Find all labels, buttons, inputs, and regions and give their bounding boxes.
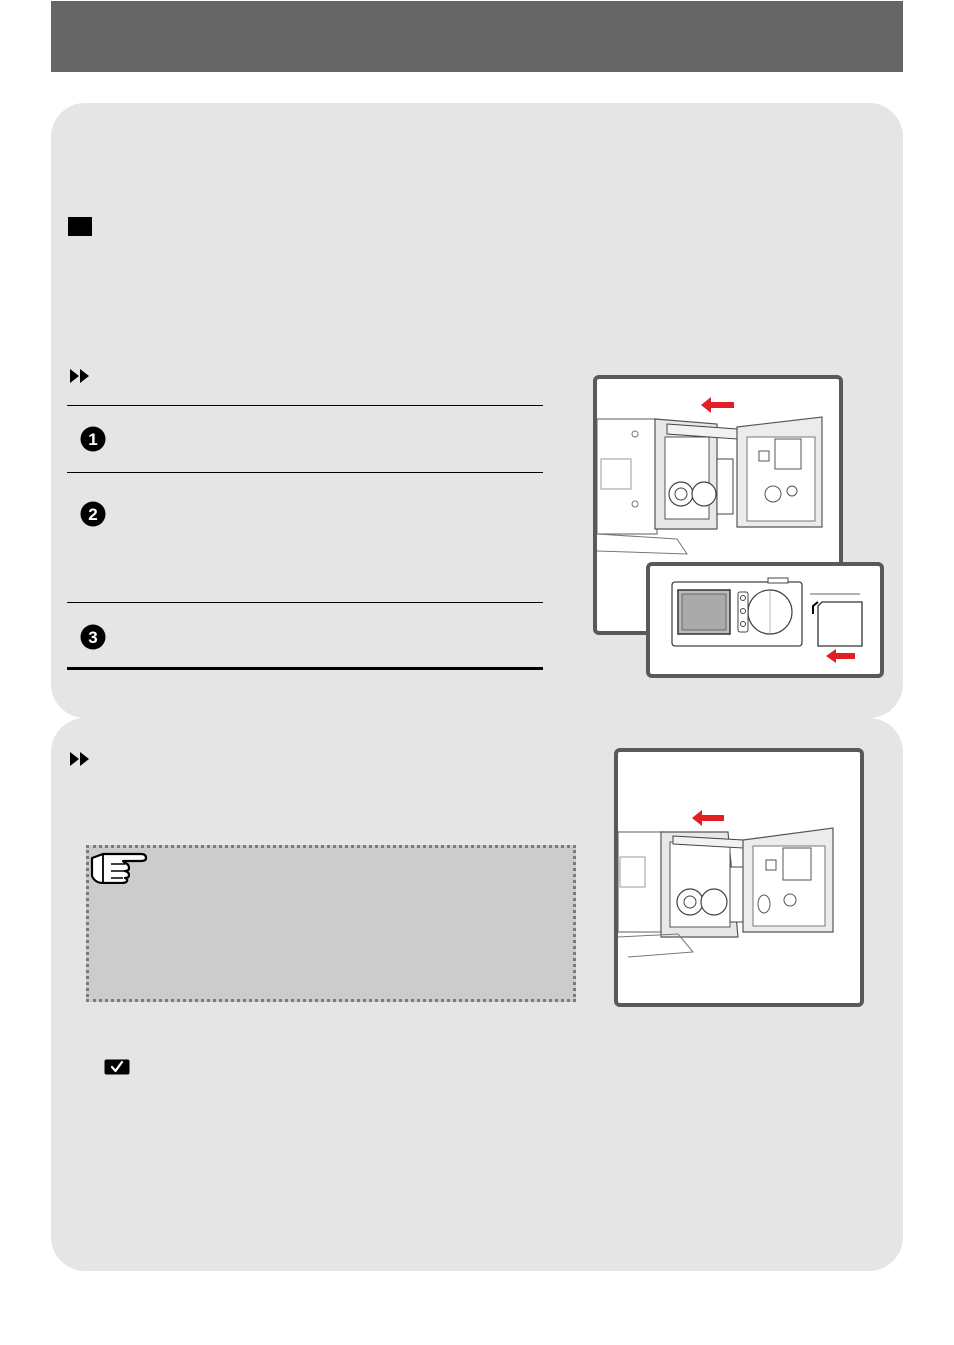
svg-text:1: 1 <box>88 430 98 449</box>
note-box <box>86 845 576 1002</box>
double-arrow-icon <box>68 368 94 384</box>
page-header-bar <box>51 1 903 72</box>
steps-table-rule <box>67 602 543 603</box>
number-3-circle-icon <box>80 624 106 650</box>
double-arrow-icon <box>68 751 94 767</box>
card-removal-illustration <box>614 748 864 1007</box>
svg-text:3: 3 <box>88 628 98 647</box>
number-1-circle-icon <box>80 426 106 452</box>
checkmark-icon <box>104 1059 130 1075</box>
sd-card-insert-illustration <box>646 562 884 678</box>
steps-table-rule <box>67 472 543 473</box>
steps-table-bottom-rule <box>67 667 543 670</box>
pointing-hand-icon <box>89 850 149 884</box>
svg-text:2: 2 <box>88 505 98 524</box>
steps-table-top-rule <box>67 405 543 406</box>
square-bullet-icon <box>68 217 92 236</box>
number-2-circle-icon <box>80 501 106 527</box>
